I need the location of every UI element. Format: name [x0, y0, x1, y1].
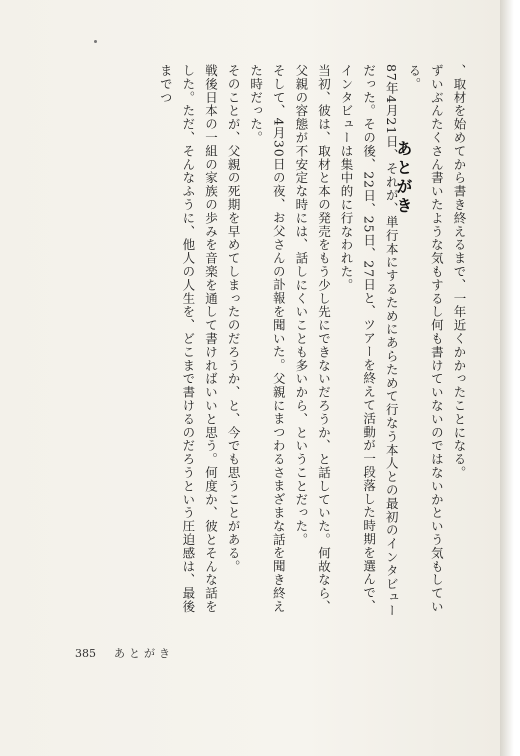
paragraph-1: 、取材を始めてから書き終えるまで、一年近くかかったことになる。 — [452, 64, 467, 480]
paragraph-5: そして、4月30日の夜、お父さんの訃報を聞いた。父親にまつわるさまざまな話を聞き終えた時だった。 — [248, 64, 287, 614]
page-footer — [75, 645, 174, 661]
paragraph-3: 87年4月21日、それが、単行本にするためにあらためて行なう本人との最初のインタビューだった。その後、22日、25日、27日と、ツアーを終えて活動が一段落した時期を選んで、インタビューは集中的に行なわれた。 — [339, 64, 400, 618]
paper-speck — [94, 40, 97, 43]
paragraph-2: ずいぶんたくさん書いたような気もするし何も書けていないのではないかという気もしている。 — [406, 64, 445, 614]
paragraph-6: そのことが、父親の死期を早めてしまったのだろうか、と、今でも思うことがある。 — [226, 64, 242, 574]
page-number: 385 — [75, 646, 96, 660]
page-edge — [500, 0, 520, 756]
body-text — [60, 64, 470, 624]
paragraph-4: 当初、彼は、取材と本の発売をもう少し先にできないだろうか、と話していた。何故なら、父親の容態が不安定な時には、話しにくいことも多いから、ということだった。 — [293, 64, 332, 614]
running-title: あとがき — [114, 647, 174, 660]
paragraph-7: 戦後日本の一組の家族の歩みを音楽を通して書ければいいと思う。何度か、彼とそんな話をした。ただ、そんなふうに、他人の人生を、どこまで書けるのだろうという圧迫感は、最後までつ — [158, 64, 219, 614]
chapter-title: あとがき — [394, 140, 413, 216]
